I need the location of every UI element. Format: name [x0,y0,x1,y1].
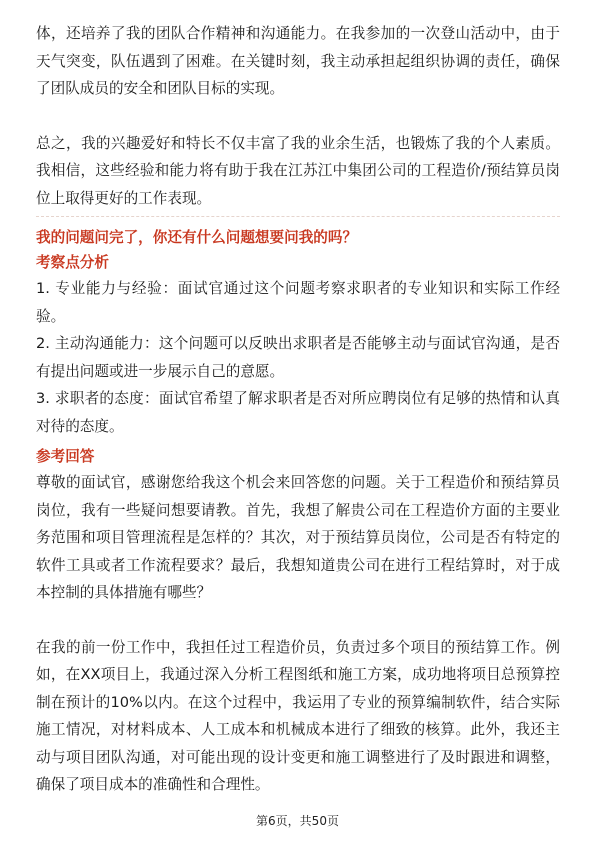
answer-paragraph-2: 在我的前一份工作中，我担任过工程造价员，负责过多个项目的预结算工作。例如，在XX项目上，我通过深入分析工程图纸和施工方案，成功地将项目总预算控制在预计的10%以内。在这个过程中，我运用了专业的预算编制软件，结合实际施工情况，对材料成本、人工成本和机械成本进行了细致的核算。此外，我还主动与项目团队沟通，对可能出现的设计变更和施工调整进行了及时跟进和调整，确保了项目成本的准确性和合理性。 [36,638,560,793]
analysis-heading: 考察点分析 [36,254,109,271]
analysis-item-1: 1. 专业能力与经验：面试官通过这个问题考察求职者的专业知识和实际工作经验。 [36,280,560,325]
intro-paragraph-continued: 体，还培养了我的团队合作精神和沟通能力。在我参加的一次登山活动中，由于天气突变，队伍遇到了困难。在关键时刻，我主动承担起组织协调的责任，确保了团队成员的安全和团队目标的实现。 [36,25,560,97]
page-footer: 第6页，共50页 [256,814,339,828]
answer-paragraph-1: 尊敬的面试官，感谢您给我这个机会来回答您的问题。关于工程造价和预结算员岗位，我有一些疑问想要请教。首先，我想了解贵公司在工程造价方面的主要业务范围和项目管理流程是怎样的？其次，对于预结算员岗位，公司是否有特定的软件工具或者工作流程要求？最后，我想知道贵公司在进行工程结算时，对于成本控制的具体措施有哪些？ [36,474,560,601]
question-title: 我的问题问完了，你还有什么问题想要问我的吗？ [36,229,358,246]
answer-heading: 参考回答 [36,448,95,465]
section-divider [36,216,560,217]
document-page [36,20,560,799]
analysis-item-2: 2. 主动沟通能力：这个问题可以反映出求职者是否能够主动与面试官沟通，是否有提出问题或进一步展示自己的意愿。 [36,335,560,380]
spacer [36,103,560,130]
analysis-item-3: 3. 求职者的态度：面试官希望了解求职者是否对所应聘岗位有足够的热情和认真对待的态度。 [36,390,560,435]
conclusion-paragraph: 总之，我的兴趣爱好和特长不仅丰富了我的业余生活，也锻炼了我的个人素质。我相信，这些经验和能力将有助于我在江苏江中集团公司的工程造价/预结算员岗位上取得更好的工作表现。 [36,134,560,207]
spacer [36,607,560,634]
